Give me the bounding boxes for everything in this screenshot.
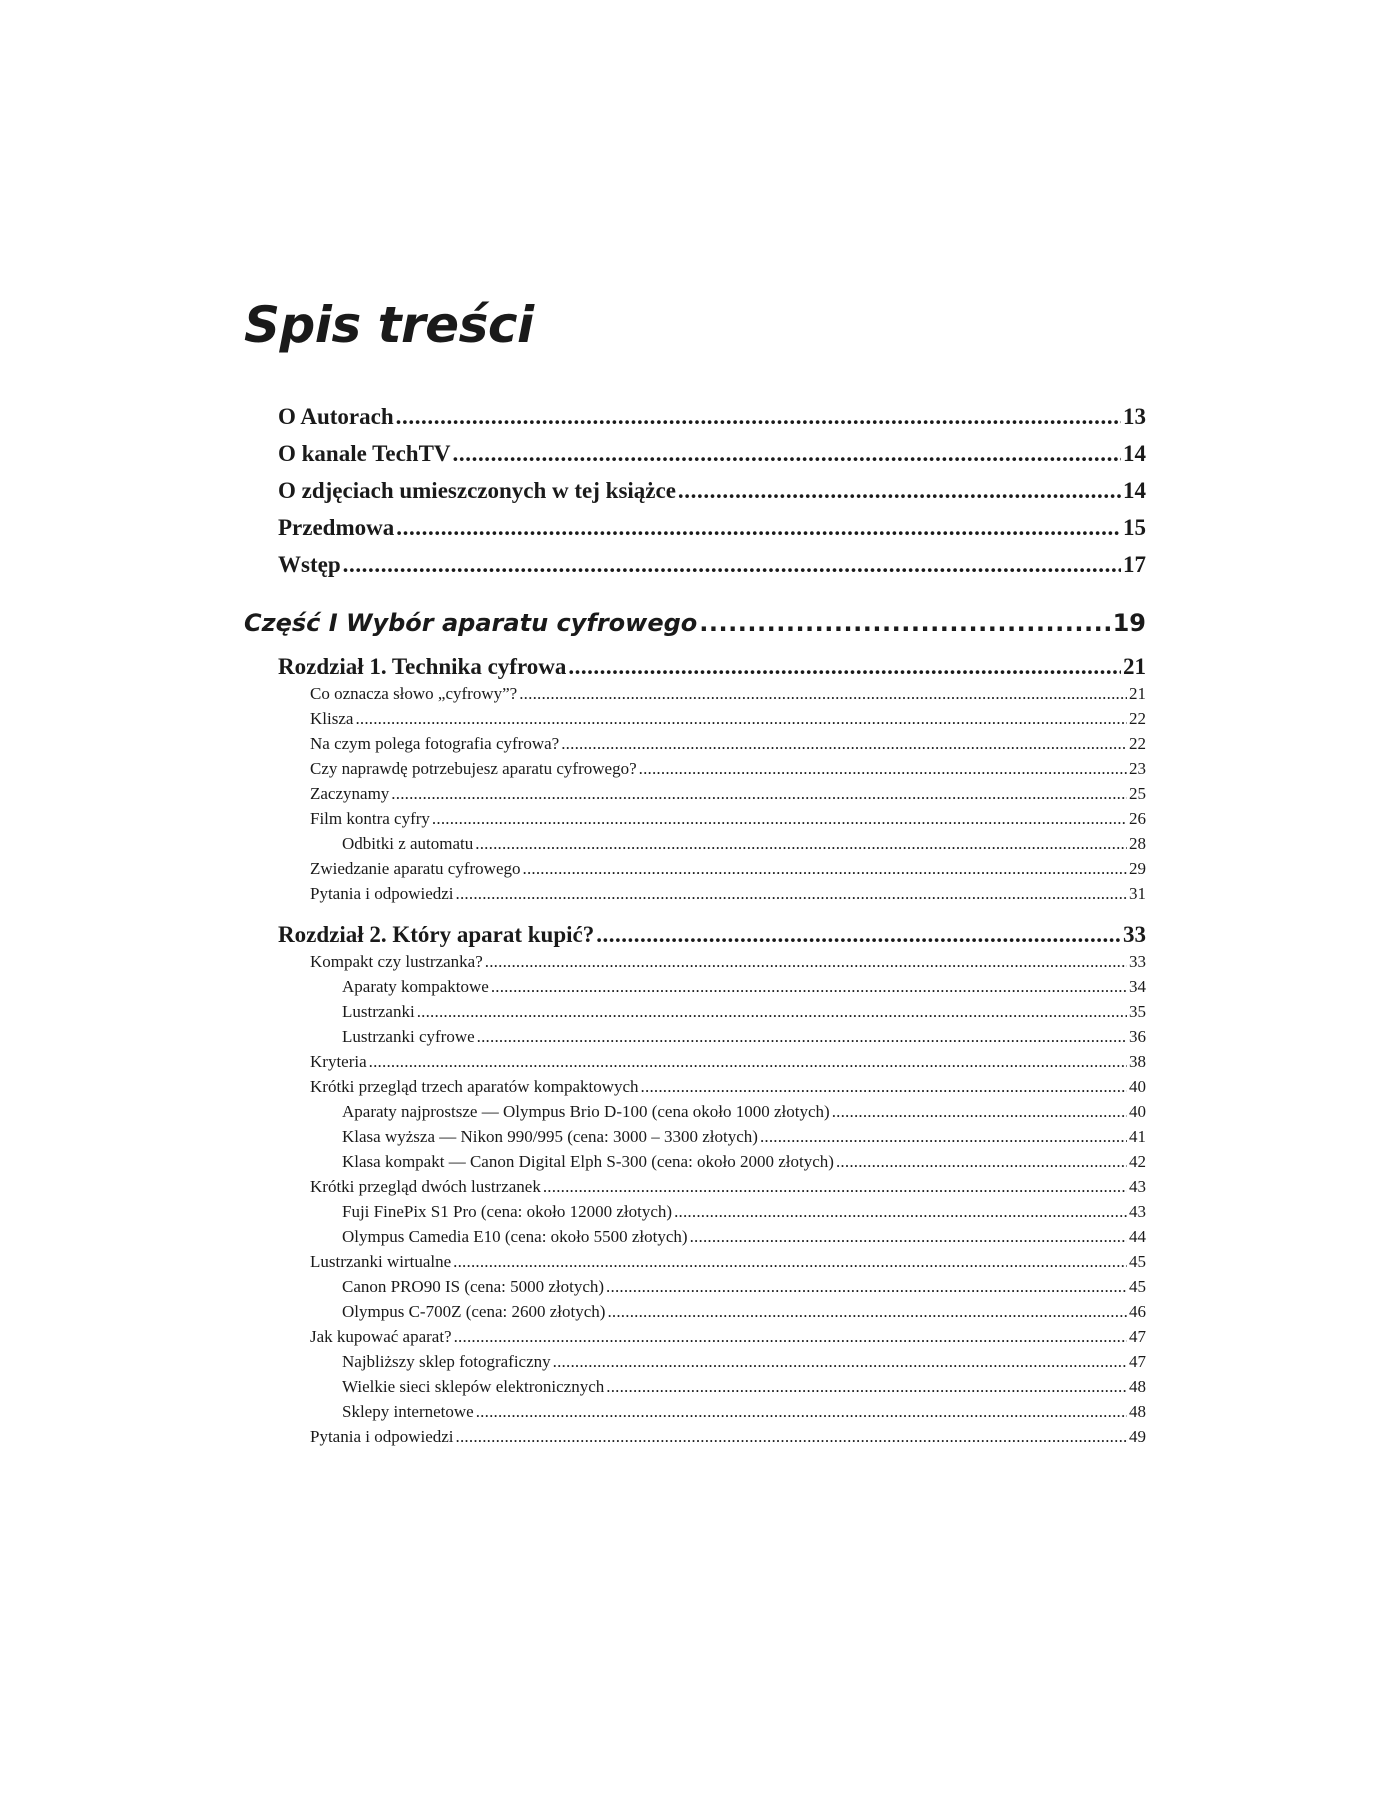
dot-leader (568, 652, 1121, 682)
toc-subsection-label: Lustrzanki (342, 1002, 415, 1021)
toc-subsection[interactable] (342, 1300, 1146, 1324)
toc-part-label: Część I Wybór aparatu cyfrowego (244, 609, 698, 637)
dot-leader (523, 857, 1128, 881)
toc-subsection[interactable] (342, 1100, 1146, 1124)
toc-page-number: 40 (1129, 1102, 1146, 1121)
dot-leader (606, 1375, 1127, 1399)
toc-page-number: 47 (1129, 1327, 1146, 1346)
toc-section-label: Na czym polega fotografia cyfrowa? (310, 734, 560, 753)
toc-page-number: 47 (1129, 1352, 1146, 1371)
toc-subsection[interactable] (342, 1275, 1146, 1299)
dot-leader (690, 1225, 1127, 1249)
toc-part-1[interactable] (244, 607, 1146, 639)
dot-leader (606, 1275, 1127, 1299)
toc-entry-o-autorach[interactable] (278, 402, 1146, 432)
toc-subsection-label: Canon PRO90 IS (cena: 5000 złotych) (342, 1277, 605, 1296)
toc-chapter-label: Rozdział 2. Który aparat kupić? (278, 922, 595, 947)
dot-leader (453, 439, 1121, 469)
dot-leader (519, 682, 1127, 706)
toc-section[interactable] (310, 782, 1146, 806)
dot-leader (836, 1150, 1127, 1174)
toc-subsection-label: Najbliższy sklep fotograficzny (342, 1352, 551, 1371)
toc-subsection-label: Wielkie sieci sklepów elektronicznych (342, 1377, 605, 1396)
toc-subsection[interactable] (342, 1000, 1146, 1024)
toc-page-number: 42 (1129, 1152, 1146, 1171)
toc-section[interactable] (310, 857, 1146, 881)
toc-page-number: 45 (1129, 1277, 1146, 1296)
toc-page-number: 23 (1129, 759, 1146, 778)
toc-section[interactable] (310, 1075, 1146, 1099)
toc-entry-label: O Autorach (278, 404, 394, 429)
toc-page-number: 40 (1129, 1077, 1146, 1096)
dot-leader (477, 1025, 1127, 1049)
dot-leader (343, 550, 1121, 580)
toc-page-number: 33 (1123, 922, 1146, 947)
dot-leader (456, 882, 1127, 906)
toc-section-label: Film kontra cyfry (310, 809, 430, 828)
toc-page-number: 14 (1123, 441, 1146, 466)
toc-subsection-label: Lustrzanki cyfrowe (342, 1027, 475, 1046)
toc-section[interactable] (310, 1175, 1146, 1199)
dot-leader (674, 1200, 1127, 1224)
toc-entry-o-zdjeciach[interactable] (278, 476, 1146, 506)
toc-subsection[interactable] (342, 1150, 1146, 1174)
toc-subsection-label: Fuji FinePix S1 Pro (cena: około 12000 złotych) (342, 1202, 673, 1221)
toc-section[interactable] (310, 807, 1146, 831)
toc-entry-przedmowa[interactable] (278, 513, 1146, 543)
toc-subsection[interactable] (342, 1400, 1146, 1424)
toc-page-number: 26 (1129, 809, 1146, 828)
toc-page-number: 46 (1129, 1302, 1146, 1321)
toc-section-label: Zwiedzanie aparatu cyfrowego (310, 859, 521, 878)
dot-leader (699, 607, 1110, 639)
toc-section-label: Jak kupować aparat? (310, 1327, 452, 1346)
toc-page-number: 41 (1129, 1127, 1146, 1146)
toc-page-number: 34 (1129, 977, 1146, 996)
toc-section-label: Lustrzanki wirtualne (310, 1252, 452, 1271)
toc-page-number: 22 (1129, 734, 1146, 753)
toc-subsection[interactable] (342, 1125, 1146, 1149)
dot-leader (417, 1000, 1127, 1024)
dot-leader (596, 920, 1121, 950)
toc-subsection-label: Klasa wyższa — Nikon 990/995 (cena: 3000 – 3300 złotych) (342, 1127, 758, 1146)
dot-leader (454, 1325, 1127, 1349)
dot-leader (543, 1175, 1127, 1199)
toc-page-number: 31 (1129, 884, 1146, 903)
dot-leader (561, 732, 1127, 756)
toc-page-number: 25 (1129, 784, 1146, 803)
dot-leader (456, 1425, 1127, 1449)
dot-leader (476, 1400, 1127, 1424)
toc-page-number: 17 (1123, 552, 1146, 577)
page-title: Spis treści (244, 296, 534, 354)
toc-entry-label: O kanale TechTV (278, 441, 451, 466)
dot-leader (639, 757, 1127, 781)
toc-section-label: Krótki przegląd trzech aparatów kompaktowych (310, 1077, 639, 1096)
toc-page-number: 29 (1129, 859, 1146, 878)
toc-section[interactable] (310, 1425, 1146, 1449)
toc-page-number: 14 (1123, 478, 1146, 503)
toc-section[interactable] (310, 707, 1146, 731)
toc-page-number: 44 (1129, 1227, 1146, 1246)
toc-section[interactable] (310, 882, 1146, 906)
toc-section-label: Pytania i odpowiedzi (310, 884, 454, 903)
toc-section[interactable] (310, 732, 1146, 756)
toc-section-label: Pytania i odpowiedzi (310, 1427, 454, 1446)
toc-subsection-label: Aparaty najprostsze — Olympus Brio D-100 (cena około 1000 złotych) (342, 1102, 830, 1121)
toc-section-label: Zaczynamy (310, 784, 390, 803)
toc-subsection[interactable] (342, 1225, 1146, 1249)
toc-page-number: 43 (1129, 1177, 1146, 1196)
toc-entry-label: Wstęp (278, 552, 341, 577)
toc-section[interactable] (310, 1050, 1146, 1074)
toc-subsection-label: Aparaty kompaktowe (342, 977, 489, 996)
toc-entry-wstep[interactable] (278, 550, 1146, 580)
toc-section-label: Co oznacza słowo „cyfrowy”? (310, 684, 518, 703)
toc-section-label: Krótki przegląd dwóch lustrzanek (310, 1177, 541, 1196)
dot-leader (391, 782, 1127, 806)
dot-leader (832, 1100, 1127, 1124)
toc-page-number: 33 (1129, 952, 1146, 971)
toc-page-number: 43 (1129, 1202, 1146, 1221)
dot-leader (678, 476, 1121, 506)
toc-chapter-1[interactable] (278, 652, 1146, 682)
toc-entry-o-kanale-techtv[interactable] (278, 439, 1146, 469)
toc-subsection-label: Odbitki z automatu (342, 834, 474, 853)
dot-leader (396, 513, 1121, 543)
toc-subsection[interactable] (342, 1025, 1146, 1049)
toc-page-number: 28 (1129, 834, 1146, 853)
toc-page-number: 35 (1129, 1002, 1146, 1021)
dot-leader (641, 1075, 1127, 1099)
toc-section-label: Kryteria (310, 1052, 367, 1071)
toc-section[interactable] (310, 950, 1146, 974)
toc-chapter-2[interactable] (278, 920, 1146, 950)
toc-section-label: Klisza (310, 709, 354, 728)
dot-leader (432, 807, 1127, 831)
dot-leader (396, 402, 1121, 432)
toc-page-number: 36 (1129, 1027, 1146, 1046)
toc-page-number: 13 (1123, 404, 1146, 429)
toc-subsection[interactable] (342, 1350, 1146, 1374)
toc-subsection-label: Sklepy internetowe (342, 1402, 474, 1421)
toc-subsection-label: Klasa kompakt — Canon Digital Elph S-300 (cena: około 2000 złotych) (342, 1152, 834, 1171)
dot-leader (607, 1300, 1127, 1324)
dot-leader (760, 1125, 1127, 1149)
toc-page-number: 21 (1129, 684, 1146, 703)
dot-leader (355, 707, 1127, 731)
toc-section[interactable] (310, 1325, 1146, 1349)
toc-section[interactable] (310, 682, 1146, 706)
toc-subsection-label: Olympus Camedia E10 (cena: około 5500 złotych) (342, 1227, 688, 1246)
toc-subsection[interactable] (342, 832, 1146, 856)
toc-page-number: 19 (1112, 609, 1146, 637)
toc-entry-label: Przedmowa (278, 515, 395, 540)
dot-leader (453, 1250, 1127, 1274)
toc-page-number: 22 (1129, 709, 1146, 728)
toc-section[interactable] (310, 757, 1146, 781)
dot-leader (369, 1050, 1127, 1074)
dot-leader (475, 832, 1127, 856)
dot-leader (485, 950, 1127, 974)
dot-leader (491, 975, 1127, 999)
toc-page-number: 45 (1129, 1252, 1146, 1271)
toc-subsection[interactable] (342, 975, 1146, 999)
toc-section-label: Czy naprawdę potrzebujesz aparatu cyfrowego? (310, 759, 637, 778)
toc-page-number: 49 (1129, 1427, 1146, 1446)
toc-page-number: 48 (1129, 1377, 1146, 1396)
toc-chapter-label: Rozdział 1. Technika cyfrowa (278, 654, 567, 679)
toc-subsection[interactable] (342, 1375, 1146, 1399)
toc-subsection[interactable] (342, 1200, 1146, 1224)
toc-entry-label: O zdjęciach umieszczonych w tej książce (278, 478, 676, 503)
toc-subsection-label: Olympus C-700Z (cena: 2600 złotych) (342, 1302, 606, 1321)
toc-section[interactable] (310, 1250, 1146, 1274)
dot-leader (553, 1350, 1127, 1374)
toc-page-number: 15 (1123, 515, 1146, 540)
toc-page-number: 21 (1123, 654, 1146, 679)
toc-page-number: 48 (1129, 1402, 1146, 1421)
toc-page-number: 38 (1129, 1052, 1146, 1071)
toc-section-label: Kompakt czy lustrzanka? (310, 952, 483, 971)
